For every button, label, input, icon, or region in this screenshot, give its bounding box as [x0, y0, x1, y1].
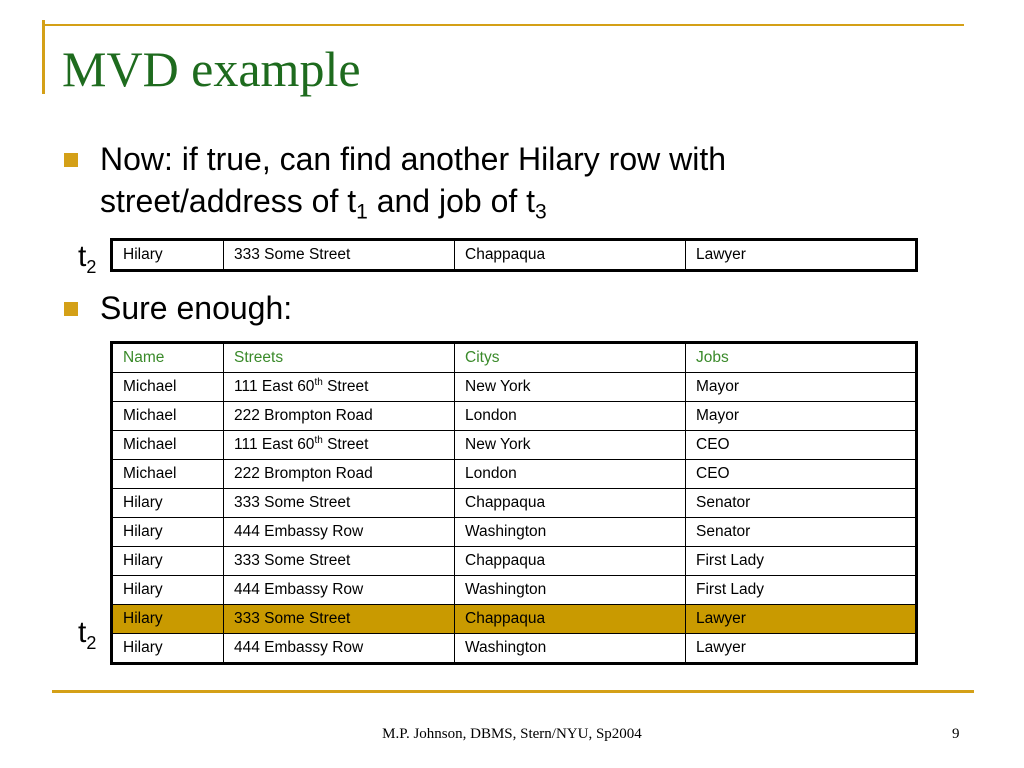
cell-city: Chappaqua	[455, 240, 686, 271]
cell-city-text: Chappaqua	[465, 552, 546, 569]
cell-job	[686, 547, 917, 576]
cell-name-text: Michael	[123, 378, 177, 395]
row-label-t2-bottom	[78, 616, 97, 653]
cell-city	[455, 605, 686, 634]
cell-street-text: 333 Some Street	[234, 494, 351, 511]
cell-city-text: London	[465, 465, 517, 482]
cell-job: Lawyer	[686, 240, 917, 271]
slide-title: MVD example	[62, 41, 361, 97]
cell-street	[224, 605, 455, 634]
cell-job-text: First Lady	[696, 581, 765, 598]
cell-street-text: 222 Brompton Road	[234, 407, 373, 424]
bullet-square-icon	[64, 153, 78, 167]
header-streets: Streets	[224, 343, 455, 373]
cell-job	[686, 489, 917, 518]
bullet-1-line2-middle: and job of t	[367, 183, 536, 219]
cell-name-text: Hilary	[123, 494, 163, 511]
cell-name	[112, 547, 224, 576]
cell-city	[455, 402, 686, 431]
table-row	[112, 634, 917, 664]
cell-street	[224, 460, 455, 489]
cell-job	[686, 634, 917, 664]
table-row	[112, 518, 917, 547]
cell-job-text: Senator	[696, 494, 751, 511]
cell-street-text: 222 Brompton Road	[234, 465, 373, 482]
row-label-sub: 2	[86, 633, 97, 653]
cell-street-suffix: Street	[322, 378, 369, 395]
row-label-sub: 2	[86, 257, 97, 277]
footer-text: M.P. Johnson, DBMS, Stern/NYU, Sp2004	[382, 726, 642, 742]
cell-job	[686, 605, 917, 634]
page-number: 9	[952, 726, 960, 742]
cell-job-text: CEO	[696, 436, 730, 453]
cell-name	[112, 576, 224, 605]
table-row	[112, 460, 917, 489]
cell-street-text: 111 East 60	[234, 378, 315, 395]
footer-divider-line	[52, 690, 974, 693]
cell-name	[112, 634, 224, 664]
header-name: Name	[112, 343, 224, 373]
cell-job	[686, 402, 917, 431]
table-row-highlighted	[112, 605, 917, 634]
cell-name: Hilary	[112, 240, 224, 271]
cell-city-text: Chappaqua	[465, 610, 546, 627]
cell-street-text: 444 Embassy Row	[234, 581, 364, 598]
cell-city	[455, 373, 686, 402]
header-citys: Citys	[455, 343, 686, 373]
cell-street-text: 444 Embassy Row	[234, 523, 364, 540]
cell-street	[224, 518, 455, 547]
cell-name-text: Michael	[123, 407, 177, 424]
cell-job-text: Lawyer	[696, 639, 746, 656]
cell-street-text: 333 Some Street	[234, 552, 351, 569]
bullet-1-sub-3: 3	[535, 200, 547, 224]
row-label-text: t	[78, 616, 87, 649]
cell-city	[455, 489, 686, 518]
cell-city	[455, 460, 686, 489]
cell-city-text: Washington	[465, 523, 547, 540]
cell-name	[112, 605, 224, 634]
cell-job-text: Lawyer	[696, 610, 746, 627]
cell-name-text: Hilary	[123, 610, 163, 627]
single-row-table	[110, 238, 918, 272]
bullet-2: Sure enough:	[100, 290, 293, 326]
cell-street-text: 333 Some Street	[234, 610, 351, 627]
header-jobs: Jobs	[686, 343, 917, 373]
bullet-1-line1: Now: if true, can find another Hilary row with	[100, 141, 727, 177]
cell-name-text: Michael	[123, 436, 177, 453]
cell-job-text: First Lady	[696, 552, 765, 569]
cell-job	[686, 518, 917, 547]
cell-street-text: 111 East 60	[234, 436, 315, 453]
cell-job	[686, 373, 917, 402]
table-row	[112, 373, 917, 402]
cell-job	[686, 576, 917, 605]
cell-city	[455, 431, 686, 460]
cell-job-text: Senator	[696, 523, 751, 540]
cell-name-text: Hilary	[123, 523, 163, 540]
cell-job-text: Mayor	[696, 407, 740, 424]
cell-city	[455, 547, 686, 576]
bullet-1-sub-1: 1	[356, 200, 368, 224]
cell-street	[224, 373, 455, 402]
title-accent-horizontal-line	[42, 24, 964, 26]
cell-city-text: London	[465, 407, 517, 424]
cell-job	[686, 460, 917, 489]
mvd-data-table	[110, 341, 918, 665]
cell-job-text: CEO	[696, 465, 730, 482]
table-row	[112, 489, 917, 518]
cell-name	[112, 460, 224, 489]
bullet-1-line2-start: street/address of t	[100, 183, 357, 219]
table-row	[112, 240, 917, 271]
cell-city-text: Washington	[465, 581, 547, 598]
cell-street	[224, 576, 455, 605]
cell-street-suffix: Street	[322, 436, 369, 453]
cell-street	[224, 634, 455, 664]
table-row	[112, 576, 917, 605]
table-row	[112, 431, 917, 460]
cell-name-text: Hilary	[123, 581, 163, 598]
title-accent-vertical-line	[42, 20, 45, 94]
cell-name	[112, 402, 224, 431]
cell-name-text: Hilary	[123, 639, 163, 656]
cell-street-superscript: th	[314, 434, 323, 446]
cell-street	[224, 489, 455, 518]
cell-name	[112, 489, 224, 518]
cell-city	[455, 518, 686, 547]
cell-street	[224, 547, 455, 576]
cell-city-text: New York	[465, 378, 531, 395]
cell-city-text: Chappaqua	[465, 494, 546, 511]
cell-job	[686, 431, 917, 460]
cell-name	[112, 431, 224, 460]
cell-street	[224, 402, 455, 431]
cell-city-text: Washington	[465, 639, 547, 656]
cell-city	[455, 576, 686, 605]
table-row	[112, 547, 917, 576]
cell-street-superscript: th	[314, 376, 323, 388]
cell-name	[112, 373, 224, 402]
row-label-t2-top	[78, 240, 97, 277]
cell-city	[455, 634, 686, 664]
cell-city-text: New York	[465, 436, 531, 453]
cell-name-text: Michael	[123, 465, 177, 482]
cell-job-text: Mayor	[696, 378, 740, 395]
table-header-row	[112, 343, 917, 373]
cell-street: 333 Some Street	[224, 240, 455, 271]
cell-name-text: Hilary	[123, 552, 163, 569]
bullet-1	[100, 138, 726, 222]
cell-street-text: 444 Embassy Row	[234, 639, 364, 656]
cell-street	[224, 431, 455, 460]
row-label-text: t	[78, 240, 87, 273]
bullet-square-icon	[64, 302, 78, 316]
table-row	[112, 402, 917, 431]
cell-name	[112, 518, 224, 547]
